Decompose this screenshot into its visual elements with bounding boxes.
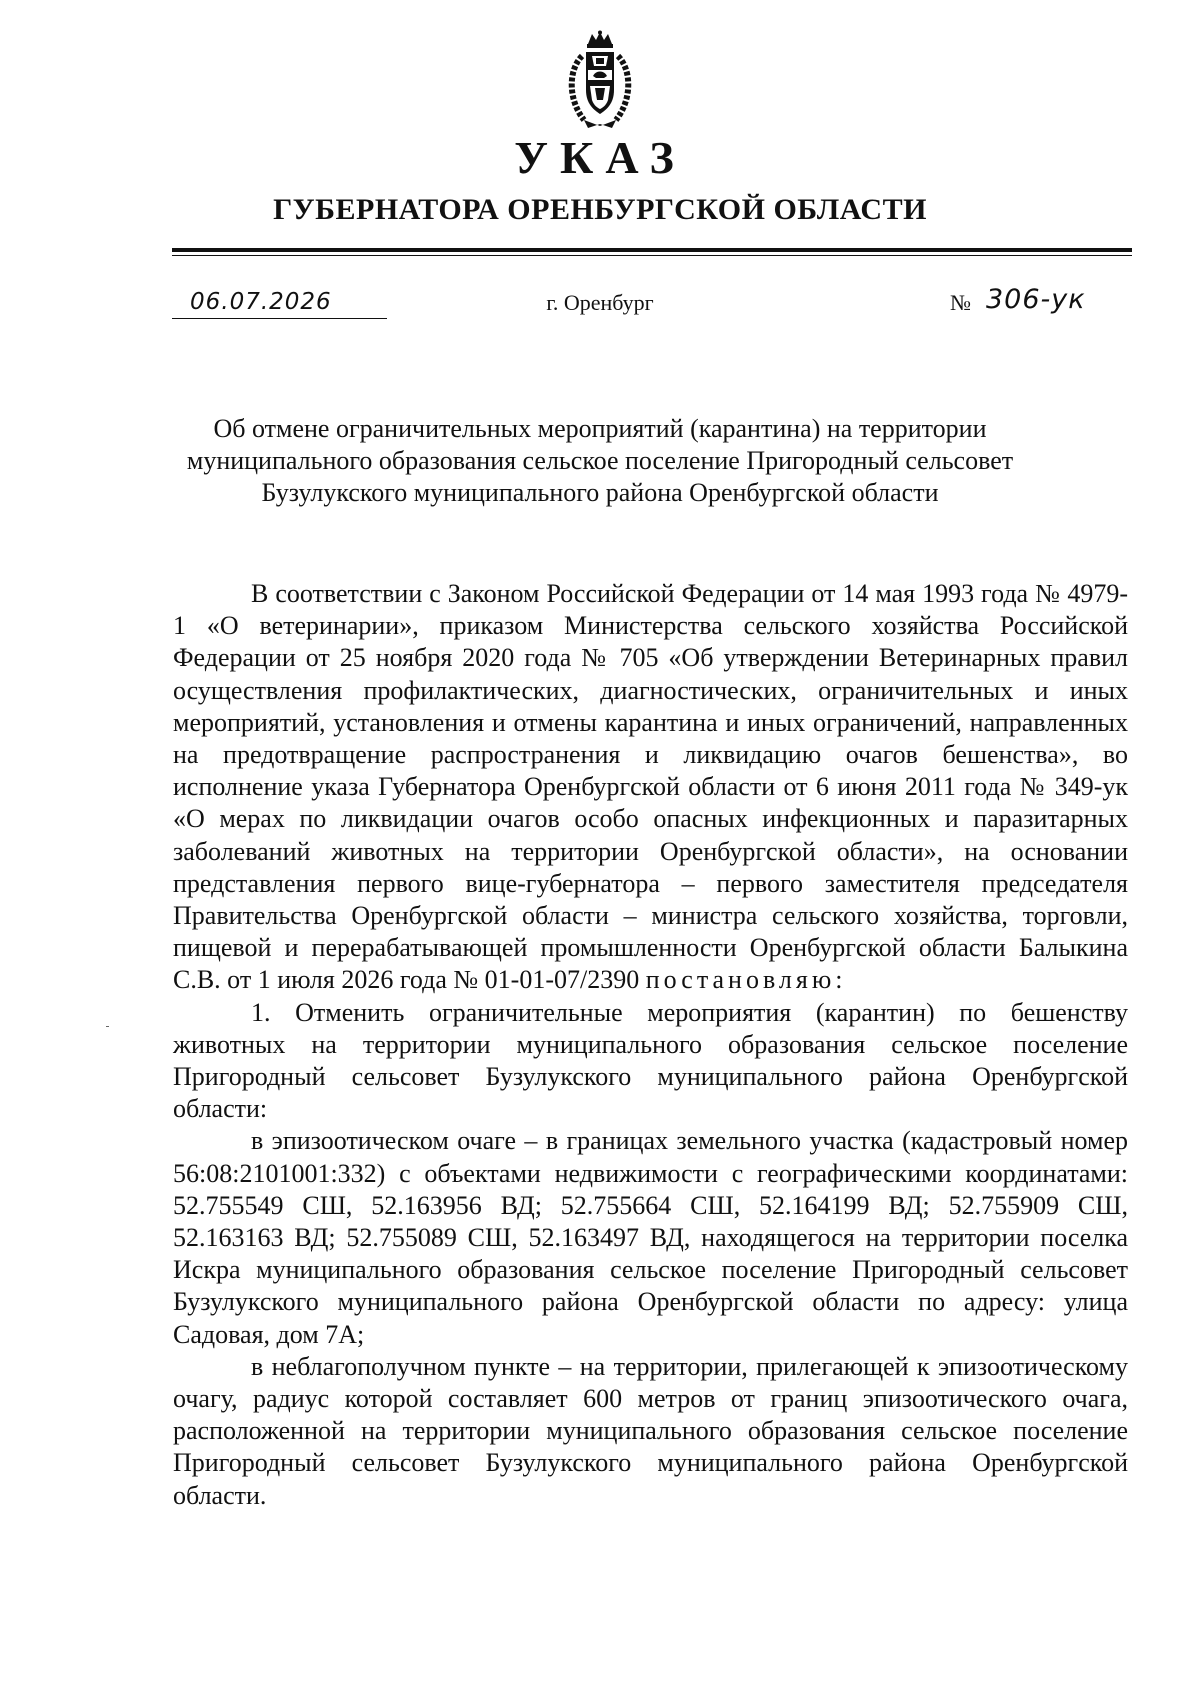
header-divider-thin [172,255,1132,256]
decree-subject: Об отмене ограничительных мероприятий (карантина) на территории муниципального образования сельское поселение Пригородный сельсовет Бузулукского муниципального района Оренбургской области [186,414,1014,507]
item-1-paragraph: 1. Отменить ограничительные мероприятия (карантин) по бешенству животных на территории муниципального образования сельское поселение Пригородный сельсовет Бузулукского муниципального района Оренбургской области: [173,997,1128,1124]
decree-body [173,578,1128,1512]
document-issuer: ГУБЕРНАТОРА ОРЕНБУРГСКОЙ ОБЛАСТИ [273,193,927,226]
preamble-text: В соответствии с Законом Российской Федерации от 14 мая 1993 года № 4979-1 «О ветеринарии», приказом Министерства сельского хозяйства Российской Федерации от 25 ноября 2020 года № 705 «Об утверждении Ветеринарных правил осуществления профилактических, диагностических, ограничительных и иных мероприятий, установления и отмены карантина и иных ограничений, направленных на предотвращение распространения и ликвидацию очагов бешенства», во исполнение указа Губернатора Оренбургской области от 6 июня 2011 года № 349-ук «О мерах по ликвидации очагов особо опасных инфекционных и паразитарных заболеваний животных на территории Оренбургской области», на основании представления первого вице-губернатора – первого заместителя председателя Правительства Оренбургской области – министра сельского хозяйства, торговли, пищевой и перерабатывающей промышленности Оренбургской области Балыкина С.В. от 1 июля 2026 года № 01-01-07/2390 [173,579,1128,995]
oren-coat-of-arms-icon [562,30,638,130]
document-number: 306-ук [986,284,1086,315]
issue-city: г. Оренбург [546,290,654,315]
number-label: № [950,290,971,315]
signature-date: 06.07.2026 [190,289,332,315]
preamble-paragraph [173,578,1128,997]
decree-word: постановляю: [645,965,847,995]
item-1-epizootic-focus: в эпизоотическом очаге – в границах земельного участка (кадастровый номер 56:08:2101001:332) с объектами недвижимости с географическими координатами: 52.755549 СШ, 52.163956 ВД; 52.755664 СШ, 52.164199 ВД; 52.755909 СШ, 52.163163 ВД; 52.755089 СШ, 52.163497 ВД, находящегося на территории поселка Искра муниципального образования сельское поселение Пригородный сельсовет Бузулукского муниципального района Оренбургской области по адресу: улица Садовая, дом 7А; [173,1126,1128,1349]
document-title: УКАЗ [514,132,686,183]
date-underline [172,318,387,319]
margin-mark [106,1026,109,1027]
item-1-unfavorable-point: в неблагополучном пункте – на территории, прилегающей к эпизоотическому очагу, радиус которой составляет 600 метров от границ эпизоотического очага, расположенной на территории муниципального образования сельское поселение Пригородный сельсовет Бузулукского муниципального района Оренбургской области. [173,1351,1128,1510]
header-divider-thick [172,248,1132,252]
